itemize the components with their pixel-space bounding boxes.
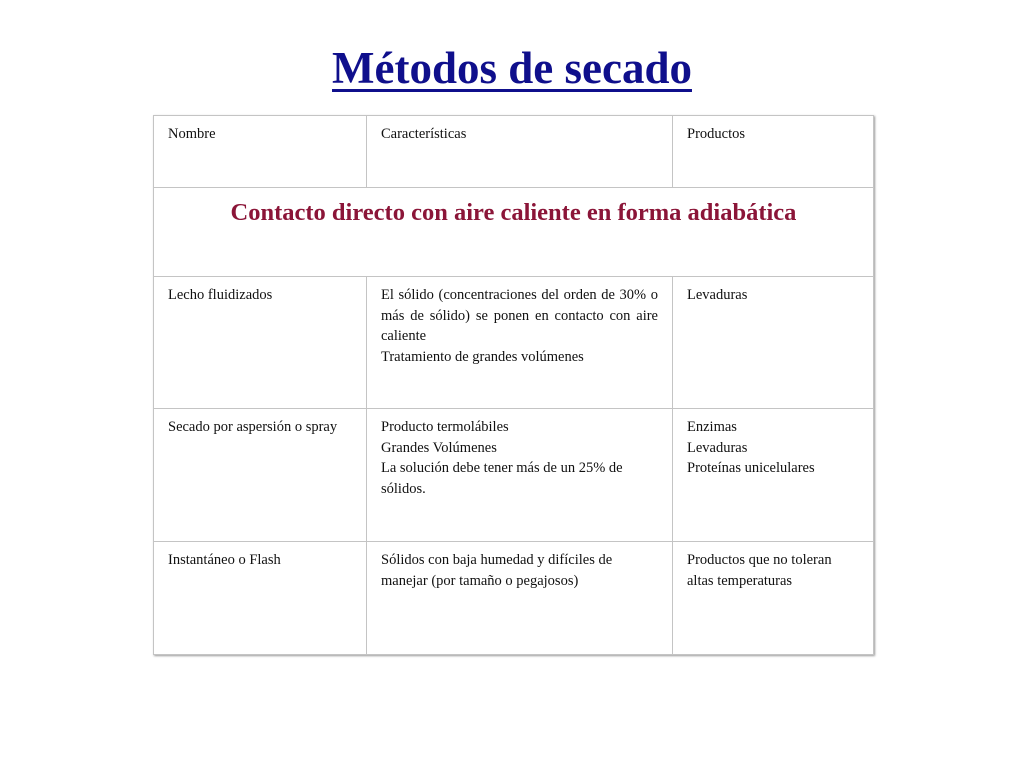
cell-line: Levaduras — [687, 287, 748, 303]
header-productos: Productos — [673, 116, 874, 188]
cell-nombre — [154, 409, 367, 542]
cell-line: El sólido (concentraciones del orden de 30% o más de sólido) se ponen en contacto con aire caliente — [381, 287, 658, 344]
table-row — [154, 277, 874, 409]
cell-line: La solución debe tener más de un 25% de sólidos. — [381, 460, 623, 497]
cell-line: Levaduras — [687, 439, 748, 456]
header-caracteristicas: Características — [367, 116, 673, 188]
drying-methods-table — [153, 115, 874, 655]
cell-productos — [673, 277, 874, 409]
cell-line: Grandes Volúmenes — [381, 439, 497, 456]
cell-productos — [673, 409, 874, 542]
cell-line: Producto termolábiles — [381, 419, 509, 435]
cell-line: Productos que no toleran altas temperaturas — [687, 552, 832, 589]
cell-caracteristicas — [367, 277, 673, 409]
cell-nombre — [154, 542, 367, 655]
cell-line: Sólidos con baja humedad y difíciles de manejar (por tamaño o pegajosos) — [381, 552, 613, 589]
cell-line: Instantáneo o Flash — [168, 552, 281, 568]
section-title: Contacto directo con aire caliente en forma adiabática — [154, 188, 874, 277]
cell-caracteristicas — [367, 542, 673, 655]
cell-line: Enzimas — [687, 419, 737, 435]
page-title: Métodos de secado — [332, 43, 692, 93]
cell-line: Lecho fluidizados — [168, 287, 273, 303]
cell-nombre — [154, 277, 367, 409]
table-row — [154, 542, 874, 655]
cell-productos — [673, 542, 874, 655]
cell-line: Tratamiento de grandes volúmenes — [381, 348, 584, 365]
table-header-row — [154, 116, 874, 188]
cell-line: Proteínas unicelulares — [687, 460, 815, 476]
cell-line: Secado por aspersión o spray — [168, 419, 338, 435]
header-nombre: Nombre — [154, 116, 367, 188]
section-row — [154, 188, 874, 277]
cell-caracteristicas — [367, 409, 673, 542]
table-row — [154, 409, 874, 542]
